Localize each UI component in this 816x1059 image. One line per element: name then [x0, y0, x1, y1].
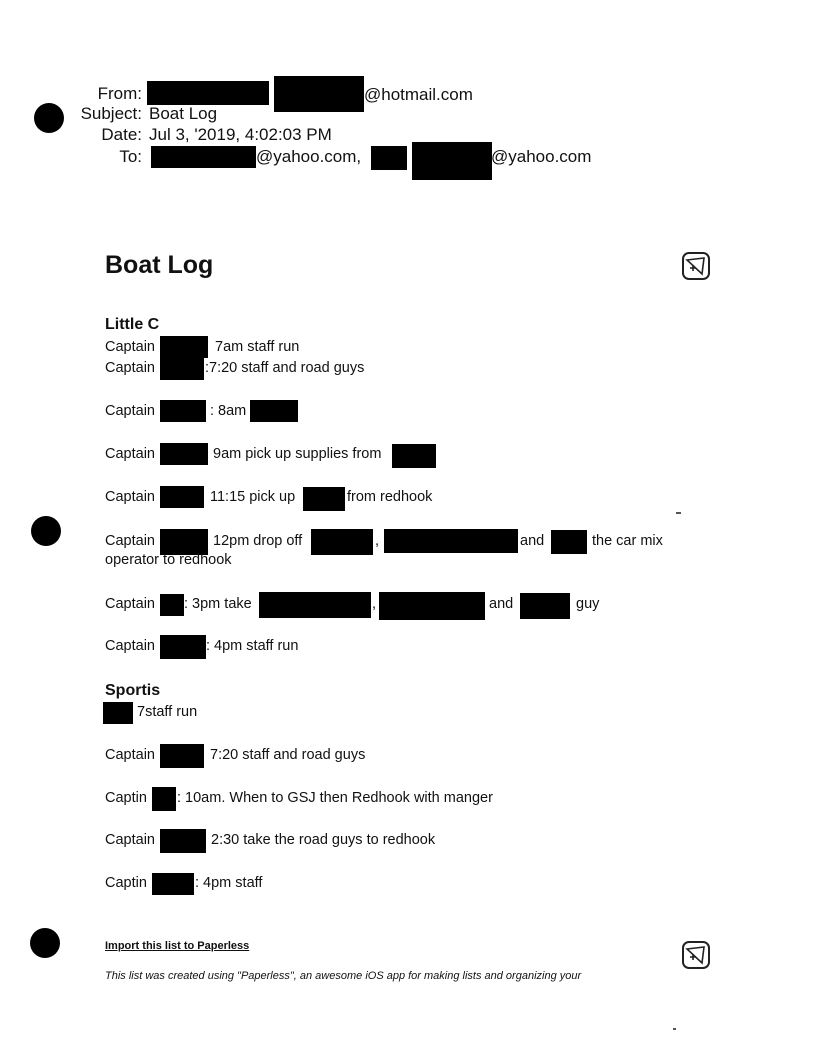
redaction	[152, 787, 176, 811]
captain-label: Captain	[105, 533, 155, 549]
entry-text: :7:20 staff and road guys	[205, 360, 365, 376]
scan-speck	[673, 1028, 676, 1030]
redaction	[551, 530, 587, 554]
entry-text: 7:20 staff and road guys	[210, 747, 366, 763]
redaction	[250, 400, 298, 422]
entry-text: 2:30 take the road guys to redhook	[211, 832, 436, 848]
punch-hole	[31, 516, 61, 546]
redaction	[160, 336, 208, 358]
document-title: Boat Log	[105, 251, 214, 279]
from-domain: @hotmail.com	[364, 85, 473, 104]
captain-label: Captain	[105, 403, 155, 419]
redaction	[160, 744, 204, 768]
to-domain-2: @yahoo.com	[491, 147, 592, 166]
captain-label: Captain	[105, 339, 155, 355]
redaction	[520, 593, 570, 619]
import-to-paperless-link[interactable]: Import this list to Paperless	[105, 940, 250, 952]
redaction	[379, 592, 485, 620]
entry-text: 9am pick up supplies from	[213, 446, 382, 462]
captain-label: Captain	[105, 360, 155, 376]
entry-text: guy	[576, 596, 600, 612]
redaction	[103, 702, 133, 724]
entry-text: 7staff run	[137, 704, 198, 720]
entry-text: 12pm drop off	[213, 533, 303, 549]
from-label: From:	[97, 84, 142, 103]
entry-text: : 10am. When to GSJ then Redhook with manger	[177, 790, 493, 806]
captain-label: Captain	[105, 832, 155, 848]
entry-text: : 4pm staff run	[206, 638, 299, 654]
redaction	[151, 146, 256, 168]
redaction	[160, 594, 184, 616]
subject-label: Subject:	[80, 104, 142, 123]
entry-text: 11:15 pick up	[210, 489, 296, 505]
redaction	[311, 529, 373, 555]
section-heading-little-c: Little C	[105, 316, 160, 333]
to-label: To:	[119, 147, 142, 166]
captain-label: Captain	[105, 489, 155, 505]
redaction	[274, 76, 364, 112]
redaction	[371, 146, 407, 170]
redaction	[147, 81, 269, 105]
redaction	[160, 829, 206, 853]
redaction	[384, 529, 518, 553]
entry-text: : 4pm staff	[195, 875, 263, 891]
entry-text: from redhook	[347, 489, 433, 505]
captain-label: Captain	[105, 596, 155, 612]
entry-text: the car mix	[592, 533, 663, 549]
entry-text: operator to redhook	[105, 552, 232, 568]
date-label: Date:	[101, 125, 142, 144]
captain-label: Captain	[105, 638, 155, 654]
entry-text: ,	[372, 596, 377, 612]
entry-text: and	[489, 596, 514, 612]
captain-label: Captain	[105, 747, 155, 763]
entry-text: 7am staff run	[215, 339, 300, 355]
captain-label: Captin	[105, 875, 147, 891]
scan-speck	[676, 512, 681, 514]
captain-label: Captin	[105, 790, 147, 806]
redaction	[160, 443, 208, 465]
entry-text: : 3pm take	[184, 596, 252, 612]
subject-value: Boat Log	[149, 104, 218, 123]
paperless-app-icon	[682, 252, 710, 280]
redaction	[160, 400, 206, 422]
to-domain-1: @yahoo.com,	[256, 147, 362, 166]
entry-text: ,	[375, 533, 380, 549]
section-heading-sportis: Sportis	[105, 682, 161, 699]
redaction	[160, 356, 204, 380]
paperless-app-icon	[682, 941, 710, 969]
redaction	[160, 635, 206, 659]
entry-text: : 8am	[210, 403, 247, 419]
entry-text: and	[520, 533, 545, 549]
redaction	[259, 592, 371, 618]
redaction	[392, 444, 436, 468]
captain-label: Captain	[105, 446, 155, 462]
paperless-footer-note: This list was created using "Paperless", an awesome iOS app for making lists and organizing your	[105, 970, 582, 982]
redaction	[160, 486, 204, 508]
redaction	[152, 873, 194, 895]
date-value: Jul 3, '2019, 4:02:03 PM	[149, 125, 332, 144]
redaction	[303, 487, 345, 511]
redaction	[412, 142, 492, 180]
punch-hole	[30, 928, 60, 958]
